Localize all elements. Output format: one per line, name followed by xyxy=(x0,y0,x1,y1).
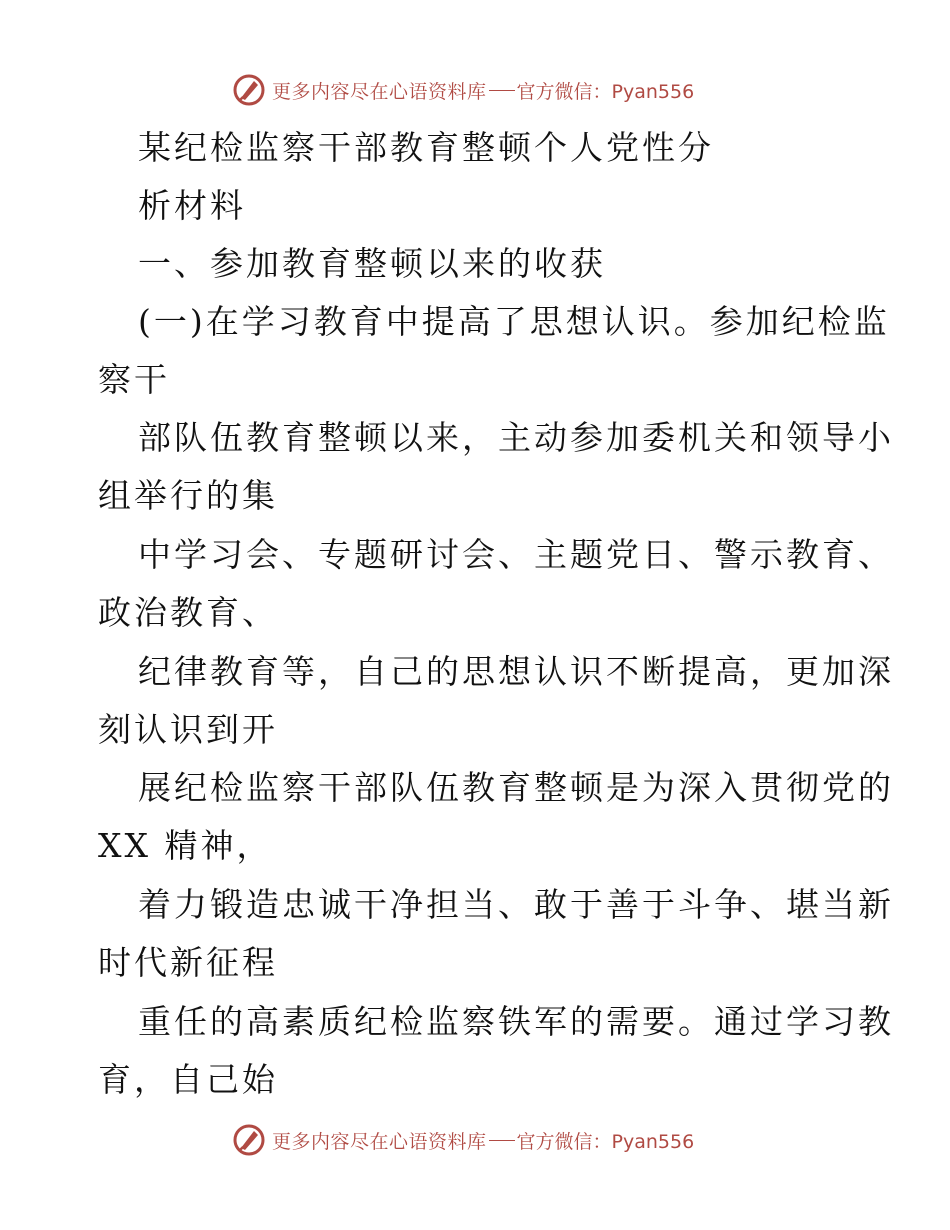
header-watermark xyxy=(232,72,694,108)
body-line: 部队伍教育整顿以来，主动参加委机关和领导小 xyxy=(138,418,894,457)
body-line: 展纪检监察干部队伍教育整顿是为深入贯彻党的 xyxy=(138,768,894,807)
body-line: 时代新征程 xyxy=(98,943,278,982)
watermark-separator xyxy=(489,1140,515,1141)
body-line: 政治教育、 xyxy=(98,593,278,632)
footer-watermark xyxy=(232,1122,694,1158)
body-line: 组举行的集 xyxy=(98,476,278,515)
section-heading: 一、参加教育整顿以来的收获 xyxy=(138,244,606,283)
quill-pen-logo-icon xyxy=(232,1123,266,1157)
watermark-text: 更多内容尽在心语资料库 xyxy=(272,80,487,103)
document-title-line-1: 某纪检监察干部教育整顿个人党性分 xyxy=(138,128,714,167)
body-line: 中学习会、专题研讨会、主题党日、警示教育、 xyxy=(138,535,894,574)
watermark-text: 更多内容尽在心语资料库 xyxy=(272,1130,487,1153)
body-line: 着力锻造忠诚干净担当、敢于善于斗争、堪当新 xyxy=(138,885,894,924)
body-line: XX 精神， xyxy=(98,826,273,865)
body-line: 纪律教育等，自己的思想认识不断提高，更加深 xyxy=(138,652,894,691)
body-line: (一)在学习教育中提高了思想认识。参加纪检监 xyxy=(138,302,890,341)
body-line: 重任的高素质纪检监察铁军的需要。通过学习教 xyxy=(138,1002,894,1041)
watermark-contact: 官方微信：Pyan556 xyxy=(516,1130,695,1153)
watermark-contact: 官方微信：Pyan556 xyxy=(516,80,695,103)
quill-pen-logo-icon xyxy=(232,73,266,107)
body-line: 刻认识到开 xyxy=(98,710,278,749)
body-line: 育，自己始 xyxy=(98,1060,278,1099)
body-line: 察干 xyxy=(98,360,170,399)
watermark-separator xyxy=(489,90,515,91)
document-title-line-2: 析材料 xyxy=(138,186,246,225)
